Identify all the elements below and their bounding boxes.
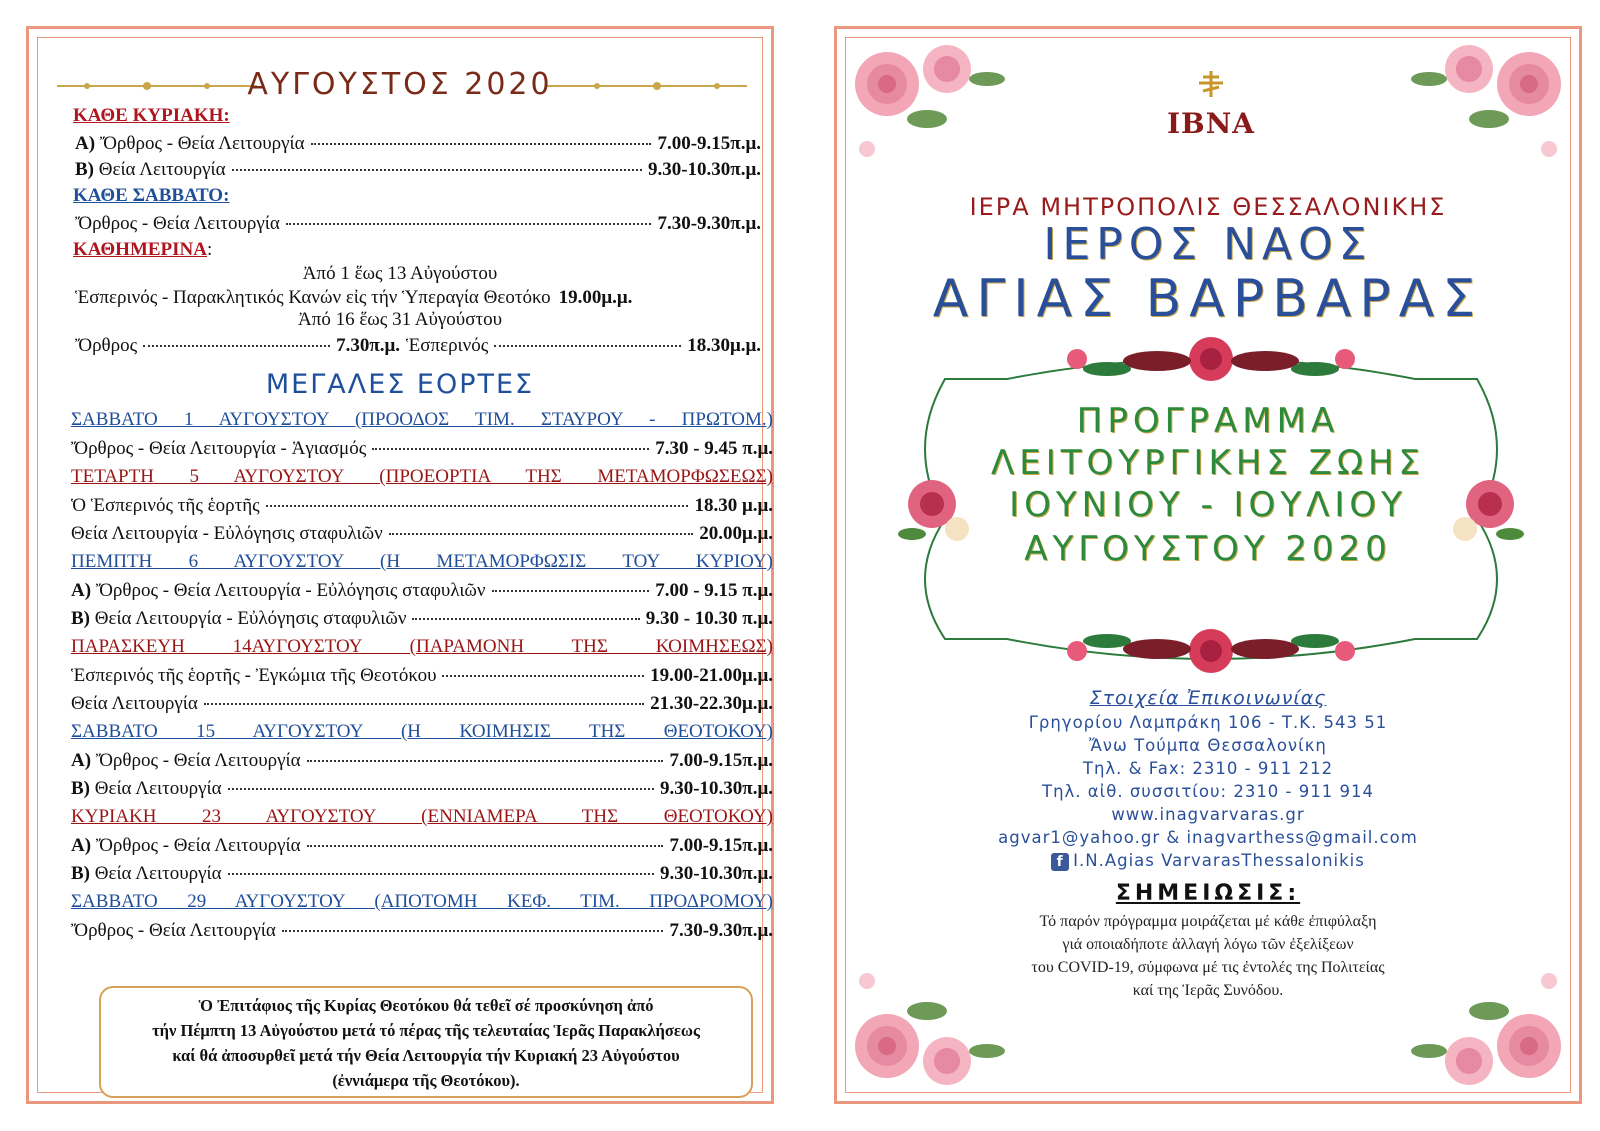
- row-time: 7.00-9.15π.μ.: [669, 750, 773, 771]
- notes-line: καί της Ἱερᾶς Συνόδου.: [1132, 982, 1284, 999]
- dot-leader: [286, 223, 652, 225]
- row-time: 7.30 - 9.45 π.μ.: [655, 438, 773, 459]
- schedule-row: [71, 665, 773, 687]
- note-line: τήν Πέμπτη 13 Αὐγούστου μετά τό πέρας τῆς τελευταίας Ἱερᾶς Παρακλήσεως: [152, 1021, 700, 1040]
- row-label: Α) Ὄρθρος - Θεία Λειτουργία: [71, 750, 301, 771]
- row-label: Ὁ Ἑσπερινός τῆς ἑορτῆς: [71, 495, 260, 516]
- row-time: 7.30-9.30π.μ.: [657, 213, 761, 234]
- schedule-row: [75, 159, 761, 181]
- row-label: Α) Ὄρθρος - Θεία Λειτουργία - Εὐλόγησις σταφυλιῶν: [71, 580, 486, 601]
- row-time: 7.30-9.30π.μ.: [669, 920, 773, 941]
- row-label: Ὄρθρος - Θεία Λειτουργία: [75, 213, 280, 234]
- facebook-icon: f: [1051, 853, 1069, 871]
- schedule-row: [75, 133, 761, 155]
- row-time: 20.00μ.μ.: [699, 523, 773, 544]
- feast-heading: ΣΑΒΒΑΤΟ 15 ΑΥΓΟΥΣΤΟΥ (Η ΚΟΙΜΗΣΙΣ ΤΗΣ ΘΕΟΤΟΚΟΥ): [71, 721, 773, 742]
- dot-leader: [232, 169, 642, 171]
- row-label: Ὄρθρος - Θεία Λειτουργία: [71, 920, 276, 941]
- month-title: ΑΥΓΟΥΣΤΟΣ 2020: [247, 67, 553, 102]
- feast-heading: ΠΕΜΠΤΗ 6 ΑΥΓΟΥΣΤΟΥ (Η ΜΕΤΑΜΟΡΦΩΣΙΣ ΤΟΥ ΚΥΡΙΟΥ): [71, 551, 773, 572]
- dot-leader: [228, 873, 654, 875]
- note-line: καί θά ἀποσυρθεῖ μετά τήν Θεία Λειτουργία τήν Κυριακή 23 Αὐγούστου: [172, 1046, 680, 1065]
- row-label: Θεία Λειτουργία: [71, 693, 198, 714]
- notes-title: ΣΗΜΕΙΩΣΙΣ:: [1115, 881, 1301, 906]
- epitaphios-note: [99, 986, 753, 1098]
- row-label: Β) Θεία Λειτουργία: [75, 159, 226, 180]
- row-label: Β) Θεία Λειτουργία: [71, 863, 222, 884]
- row-time: 9.30-10.30π.μ.: [659, 863, 773, 884]
- schedule-row: [75, 287, 761, 309]
- monogram-letters: ΙΒΝΑ: [1166, 107, 1256, 140]
- notes-line: του COVID-19, σύμφωνα μέ τις ἐντολές της Πολιτείας: [1031, 959, 1385, 976]
- row-label: Ἑσπερινός - Παρακλητικός Κανών εἰς τήν Ὑπεραγία Θεοτόκο: [75, 287, 551, 308]
- email-links[interactable]: agvar1@yahoo.gr & inagvarthess@gmail.com: [998, 828, 1418, 847]
- row-time: 7.00 - 9.15 π.μ.: [655, 580, 773, 601]
- row-time: 21.30-22.30μ.μ.: [650, 693, 773, 714]
- schedule-row: [71, 750, 773, 772]
- feast-heading: ΣΑΒΒΑΤΟ 29 ΑΥΓΟΥΣΤΟΥ (ΑΠΟΤΟΜΗ ΚΕΦ. ΤΙΜ. ΠΡΟΔΡΟΜΟΥ): [71, 891, 773, 912]
- church-name: ΑΓΙΑΣ ΒΑΡΒΑΡΑΣ: [932, 269, 1484, 329]
- row-time: 7.00-9.15π.μ.: [657, 133, 761, 154]
- contact-title: Στοιχεία Ἐπικοινωνίας: [1089, 687, 1327, 709]
- facebook-link[interactable]: f I.N.Agias VarvarasThessalonikis: [837, 851, 1579, 871]
- row-time: 9.30-10.30π.μ.: [659, 778, 773, 799]
- dot-leader: [311, 143, 652, 145]
- row-label: Θεία Λειτουργία - Εὐλόγησις σταφυλιῶν: [71, 523, 383, 544]
- row-time: 18.30μ.μ.: [687, 335, 762, 356]
- dot-leader: [307, 760, 664, 762]
- dot-leader: [412, 618, 639, 620]
- daily-period-1: Ἀπό 1 ἕως 13 Αὐγούστου: [302, 263, 498, 284]
- dot-leader: [442, 675, 644, 677]
- church-monogram: [1151, 69, 1271, 184]
- rose-corner-top-left: [847, 39, 1017, 189]
- notes-line: γιά οποιαδήποτε ἀλλαγή λόγω τῶν ἐξελίξεων: [1062, 936, 1354, 953]
- dot-leader: [494, 345, 681, 347]
- rose-corner-top-right: [1399, 39, 1569, 189]
- row-time: 7.30π.μ.: [336, 335, 401, 356]
- feast-heading: ΠΑΡΑΣΚΕΥΗ 14ΑΥΓΟΥΣΤΟΥ (ΠΑΡΑΜΟΝΗ ΤΗΣ ΚΟΙΜΗΣΕΩΣ): [71, 636, 773, 657]
- schedule-row: [71, 580, 773, 602]
- dot-leader: [492, 590, 650, 592]
- saturday-heading: ΚΑΘΕ ΣΑΒΒΑΤΟ:: [73, 185, 230, 206]
- program-line: ΛΕΙΤΟΥΡΓΙΚΗΣ ΖΩΗΣ: [990, 443, 1425, 483]
- program-line: ΑΥΓΟΥΣΤΟΥ 2020: [1024, 529, 1392, 569]
- dot-leader: [143, 345, 330, 347]
- feasts-title: ΜΕΓΑΛΕΣ ΕΟΡΤΕΣ: [265, 369, 535, 400]
- dot-leader: [204, 703, 644, 705]
- row-time: 7.00-9.15π.μ.: [669, 835, 773, 856]
- schedule-row: [71, 920, 773, 942]
- schedule-row: [71, 495, 773, 517]
- contact-phone: Τηλ. & Fax: 2310 - 911 212: [1082, 759, 1334, 778]
- row-label: Α) Ὄρθρος - Θεία Λειτουργία: [75, 133, 305, 154]
- contact-phone-2: Τηλ. αἰθ. συσσιτίου: 2310 - 911 914: [1042, 782, 1374, 801]
- contact-address: Γρηγορίου Λαμπράκη 106 - Τ.Κ. 543 51: [1028, 713, 1388, 732]
- sunday-heading: ΚΑΘΕ ΚΥΡΙΑΚΗ:: [73, 105, 230, 126]
- row-time: 19.00-21.00μ.μ.: [650, 665, 773, 686]
- daily-period-2: Ἀπό 16 ἕως 31 Αὐγούστου: [298, 309, 502, 330]
- bottom-floral-ornament: [1067, 629, 1355, 673]
- row-label: Ἑσπερινός τῆς ἑορτῆς - Ἐγκώμια τῆς Θεοτόκου: [71, 665, 437, 686]
- row-label: Ὄρθρος - Θεία Λειτουργία - Ἁγιασμός: [71, 438, 367, 459]
- feast-heading: ΤΕΤΑΡΤΗ 5 ΑΥΓΟΥΣΤΟΥ (ΠΡΟΕΟΡΤΙΑ ΤΗΣ ΜΕΤΑΜΟΡΦΩΣΕΩΣ): [71, 466, 773, 487]
- row-time: 9.30 - 10.30 π.μ.: [645, 608, 773, 629]
- program-line: ΙΟΥΝΙΟΥ - ΙΟΥΛΙΟΥ: [1009, 485, 1407, 525]
- schedule-row: [71, 438, 773, 460]
- row-label: Ἑσπερινός: [406, 335, 489, 356]
- dot-leader: [307, 845, 664, 847]
- dot-leader: [228, 788, 654, 790]
- schedule-row: [71, 693, 773, 715]
- dot-leader: [282, 930, 664, 932]
- row-time: 9.30-10.30π.μ.: [647, 159, 761, 180]
- metropolis-title: ΙΕΡΑ ΜΗΤΡΟΠΟΛΙΣ ΘΕΣΣΑΛΟΝΙΚΗΣ: [969, 193, 1447, 221]
- program-line: ΠΡΟΓΡΑΜΜΑ: [1076, 401, 1340, 441]
- naos-title: ΙΕΡΟΣ ΝΑΟΣ: [1043, 219, 1373, 270]
- schedule-row: [71, 608, 773, 630]
- feast-heading: ΣΑΒΒΑΤΟ 1 ΑΥΓΟΥΣΤΟΥ (ΠΡΟΟΔΟΣ ΤΙΜ. ΣΤΑΥΡΟΥ - ΠΡΩΤΟΜ.): [71, 409, 773, 430]
- row-label: Β) Θεία Λειτουργία - Εὐλόγησις σταφυλιῶν: [71, 608, 407, 629]
- row-label: Ὄρθρος: [75, 335, 138, 356]
- row-label: Β) Θεία Λειτουργία: [71, 778, 222, 799]
- row-time: 19.00μ.μ.: [558, 287, 633, 308]
- top-floral-ornament: [1067, 337, 1355, 381]
- schedule-row: [71, 523, 773, 545]
- schedule-row: [71, 863, 773, 885]
- notes-line: Τό παρόν πρόγραμμα μοιράζεται μέ κάθε ἐπιφύλαξη: [1039, 913, 1377, 930]
- contact-area: Ἄνω Τούμπα Θεσσαλονίκη: [1089, 736, 1327, 755]
- dot-leader: [266, 505, 689, 507]
- feast-heading: ΚΥΡΙΑΚΗ 23 ΑΥΓΟΥΣΤΟΥ (ΕΝΝΙΑΜΕΡΑ ΤΗΣ ΘΕΟΤΟΚΟΥ): [71, 806, 773, 827]
- august-schedule-panel: [26, 26, 774, 1104]
- schedule-row: [75, 335, 761, 357]
- schedule-row: [71, 835, 773, 857]
- website-link[interactable]: www.inagvarvaras.gr: [1111, 805, 1305, 824]
- schedule-row: [75, 213, 761, 235]
- row-time: 18.30 μ.μ.: [694, 495, 773, 516]
- dot-leader: [372, 448, 649, 450]
- row-label: Α) Ὄρθρος - Θεία Λειτουργία: [71, 835, 301, 856]
- schedule-row: [71, 778, 773, 800]
- note-line: Ὁ Ἐπιτάφιος τῆς Κυρίας Θεοτόκου θά τεθεῖ σέ προσκύνηση ἀπό: [198, 996, 654, 1015]
- dot-leader: [389, 533, 693, 535]
- note-line: (ἐννιάμερα τῆς Θεοτόκου).: [332, 1071, 520, 1090]
- daily-heading: ΚΑΘΗΜΕΡΙΝΑ:: [73, 239, 213, 260]
- cover-panel: [834, 26, 1582, 1104]
